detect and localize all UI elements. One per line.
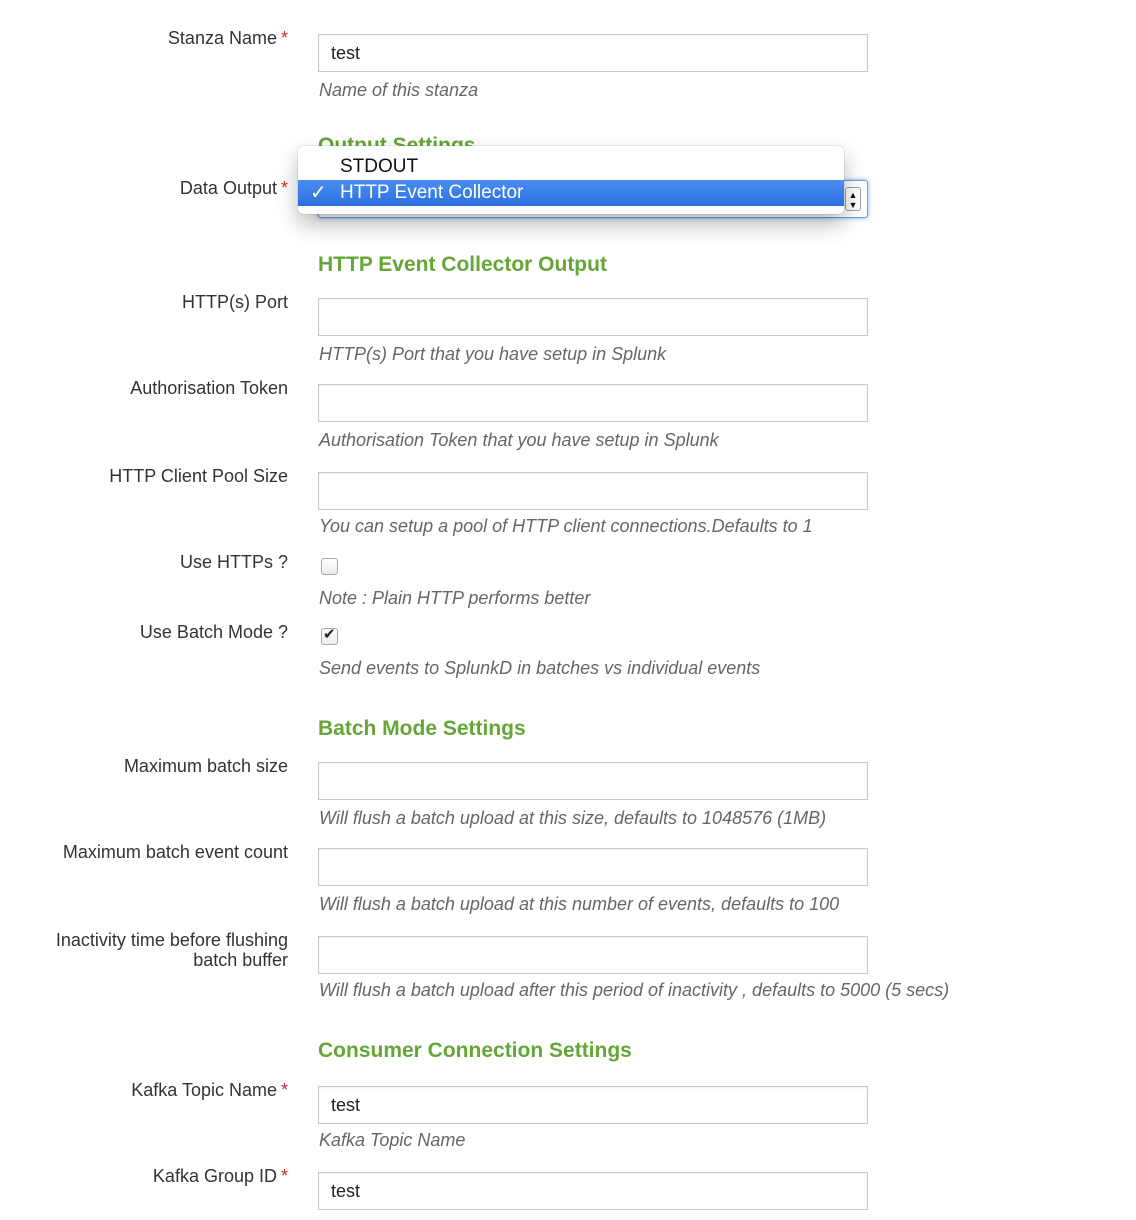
use-https-label: Use HTTPs ? (179, 552, 288, 572)
auth-token-help: Authorisation Token that you have setup in Splunk (319, 430, 719, 450)
select-arrows-icon[interactable]: ▲ ▼ (845, 187, 861, 211)
stanza-name-help: Name of this stanza (319, 80, 479, 100)
use-https-checkbox[interactable] (321, 558, 338, 575)
max-batch-size-help: Will flush a batch upload at this size, defaults to 1048576 (1MB) (319, 808, 827, 828)
stanza-name-input[interactable]: test (318, 34, 868, 72)
auth-token-input[interactable] (318, 384, 868, 422)
required-marker: * (280, 28, 288, 48)
dropdown-option-stdout[interactable]: STDOUT (340, 156, 419, 177)
inactivity-help: Will flush a batch upload after this period of inactivity , defaults to 5000 (5 secs) (319, 980, 950, 1000)
kafka-group-label: Kafka Group ID * (152, 1166, 288, 1186)
max-batch-count-input[interactable] (318, 848, 868, 886)
use-https-help: Note : Plain HTTP performs better (319, 588, 591, 608)
pool-size-label: HTTP Client Pool Size (109, 466, 288, 486)
max-batch-size-label: Maximum batch size (123, 756, 288, 776)
hec-output-heading: HTTP Event Collector Output (318, 253, 607, 276)
data-output-label: Data Output * (179, 178, 288, 198)
kafka-topic-input[interactable]: test (318, 1086, 868, 1124)
use-batch-mode-checkbox[interactable] (321, 628, 338, 645)
auth-token-label: Authorisation Token (130, 378, 288, 398)
consumer-settings-heading: Consumer Connection Settings (318, 1039, 632, 1062)
max-batch-count-help: Will flush a batch upload at this number of events, defaults to 100 (319, 894, 840, 914)
kafka-group-input[interactable]: test (318, 1172, 868, 1210)
checkmark-icon: ✔ (323, 626, 336, 643)
dropdown-option-label: HTTP Event Collector (340, 182, 524, 203)
dropdown-option-http-event-collector[interactable] (298, 180, 844, 206)
kafka-topic-help: Kafka Topic Name (319, 1130, 466, 1150)
required-marker: * (280, 1080, 288, 1100)
required-marker: * (280, 1166, 288, 1186)
http-port-input[interactable] (318, 298, 868, 336)
http-port-help: HTTP(s) Port that you have setup in Splunk (319, 344, 667, 364)
kafka-topic-label: Kafka Topic Name * (131, 1080, 288, 1100)
max-batch-size-input[interactable] (318, 762, 868, 800)
use-batch-mode-label: Use Batch Mode ? (139, 622, 288, 642)
inactivity-label: Inactivity time before flushing batch buffer (55, 930, 288, 970)
use-batch-mode-help: Send events to SplunkD in batches vs individual events (319, 658, 761, 678)
inactivity-input[interactable] (318, 936, 868, 974)
data-output-dropdown (298, 146, 844, 214)
required-marker: * (280, 178, 288, 198)
checkmark-icon: ✓ (310, 182, 327, 204)
pool-size-input[interactable] (318, 472, 868, 510)
stanza-name-label: Stanza Name * (167, 28, 288, 48)
pool-size-help: You can setup a pool of HTTP client connections.Defaults to 1 (319, 516, 813, 536)
http-port-label: HTTP(s) Port (182, 292, 288, 312)
batch-mode-heading: Batch Mode Settings (318, 717, 526, 740)
max-batch-count-label: Maximum batch event count (62, 842, 288, 862)
